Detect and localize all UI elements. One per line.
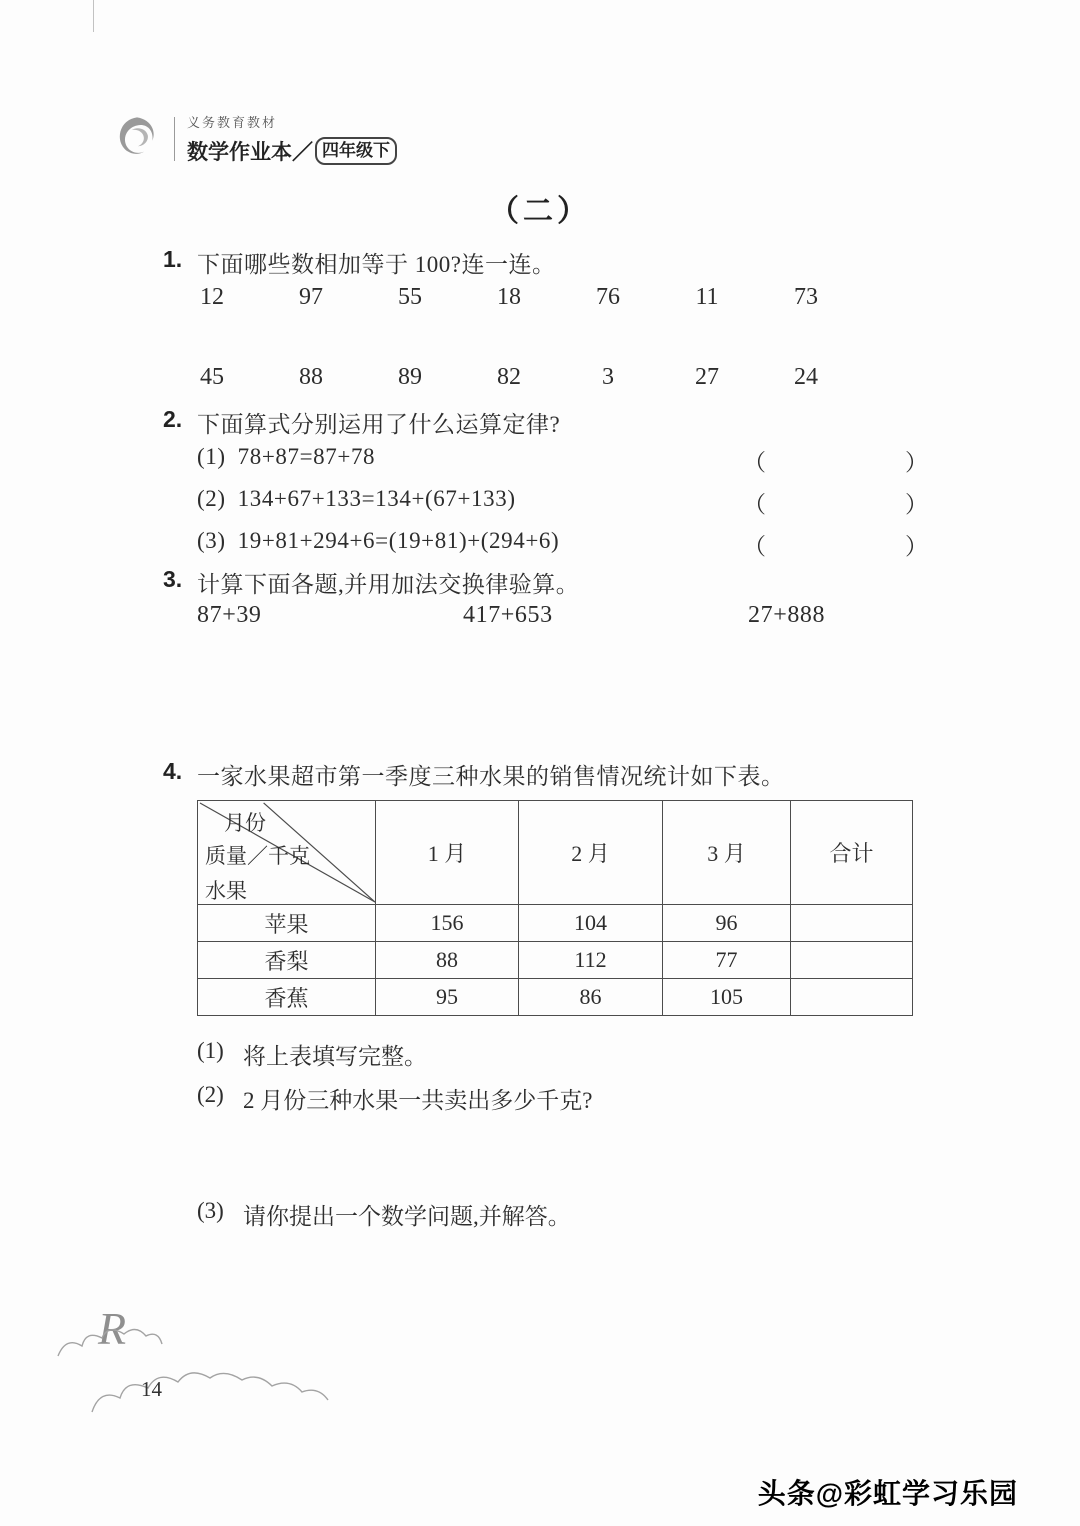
corner-label-month: 月份 xyxy=(224,811,266,835)
problem3-expressions xyxy=(197,602,917,634)
subquestion-number: (3) xyxy=(197,1198,224,1223)
book-header xyxy=(110,112,397,166)
match-number: 24 xyxy=(794,364,818,390)
problem3-heading xyxy=(163,566,579,599)
answer-bracket-close: ） xyxy=(905,450,929,475)
calc-expression: 27+888 xyxy=(748,602,826,628)
cell-value: 86 xyxy=(519,979,663,1016)
problem1-text: 下面哪些数相加等于 100?连一连。 xyxy=(197,252,556,277)
match-number: 82 xyxy=(497,364,521,390)
cell-value: 96 xyxy=(663,905,791,942)
phoenix-logo-icon xyxy=(110,112,164,166)
row-label: 苹果 xyxy=(198,905,376,942)
cell-value: 88 xyxy=(376,942,519,979)
column-header: 1 月 xyxy=(376,801,519,905)
item-number: (1) xyxy=(197,444,226,469)
equation: 78+87=87+78 xyxy=(237,444,376,469)
page-number: 14 xyxy=(141,1377,162,1401)
table-corner-cell xyxy=(198,801,376,905)
header-divider xyxy=(174,117,175,161)
match-number: 45 xyxy=(200,364,224,390)
equation: 19+81+294+6=(19+81)+(294+6) xyxy=(237,528,560,553)
answer-bracket-open: （ xyxy=(743,492,767,517)
answer-bracket-open: （ xyxy=(743,450,767,475)
item-number: (3) xyxy=(197,528,226,553)
subquestion-text: 将上表填写完整。 xyxy=(243,1044,427,1069)
book-title-line xyxy=(187,136,397,166)
cell-value-empty xyxy=(791,942,913,979)
sales-table xyxy=(197,800,913,1016)
page-title: （二） xyxy=(489,195,591,228)
table-row xyxy=(198,942,913,979)
cell-value-empty xyxy=(791,979,913,1016)
problem4-subquestion-3 xyxy=(197,1198,571,1231)
problem1-heading xyxy=(163,246,555,279)
answer-bracket-close: ） xyxy=(905,492,929,517)
match-number: 97 xyxy=(299,284,323,310)
answer-bracket-open: （ xyxy=(743,534,767,559)
scan-artifact-line xyxy=(93,0,94,32)
subquestion-number: (2) xyxy=(197,1082,224,1107)
subquestion-text: 2 月份三种水果一共卖出多少千克? xyxy=(243,1088,593,1113)
problem3-text: 计算下面各题,并用加法交换律验算。 xyxy=(197,572,580,597)
problem2-item-2 xyxy=(197,486,945,517)
subquestion-text: 请你提出一个数学问题,并解答。 xyxy=(243,1204,571,1229)
problem4-subquestion-1 xyxy=(197,1038,427,1071)
match-number: 76 xyxy=(596,284,620,310)
cell-value: 156 xyxy=(376,905,519,942)
problem2-item-1 xyxy=(197,444,945,475)
cell-value: 77 xyxy=(663,942,791,979)
cell-value: 112 xyxy=(519,942,663,979)
problem4-number: 4. xyxy=(163,758,183,784)
item-number: (2) xyxy=(197,486,226,511)
match-number: 88 xyxy=(299,364,323,390)
cell-value-empty xyxy=(791,905,913,942)
corner-label-fruit: 水果 xyxy=(205,879,247,903)
cell-value: 104 xyxy=(519,905,663,942)
book-title: 数学作业本／ xyxy=(187,141,313,164)
equation: 134+67+133=134+(67+133) xyxy=(237,486,516,511)
header-text-block xyxy=(187,112,397,166)
problem2-text: 下面算式分别运用了什么运算定律? xyxy=(197,412,561,437)
match-number: 73 xyxy=(794,284,818,310)
problem1-number: 1. xyxy=(163,246,183,272)
calc-expression: 417+653 xyxy=(463,602,553,628)
row-label: 香蕉 xyxy=(198,979,376,1016)
problem3-number: 3. xyxy=(163,566,183,592)
problem4-heading xyxy=(163,758,785,791)
subquestion-number: (1) xyxy=(197,1038,224,1063)
match-number: 11 xyxy=(695,284,719,310)
column-header: 合计 xyxy=(791,801,913,905)
table-row xyxy=(198,905,913,942)
cell-value: 105 xyxy=(663,979,791,1016)
calc-expression: 87+39 xyxy=(197,602,262,628)
sales-table-wrap xyxy=(197,800,913,1016)
match-number: 18 xyxy=(497,284,521,310)
table-header-row xyxy=(198,801,913,905)
problem4-subquestion-2 xyxy=(197,1082,592,1115)
cell-value: 95 xyxy=(376,979,519,1016)
column-header: 2 月 xyxy=(519,801,663,905)
answer-bracket-close: ） xyxy=(905,534,929,559)
watermark-text: 头条@彩虹学习乐园 xyxy=(757,1478,1018,1509)
problem2-item-3 xyxy=(197,528,945,559)
series-label: 义务教育教材 xyxy=(187,115,278,130)
match-number: 3 xyxy=(602,364,614,390)
problem1-number-row-1 xyxy=(197,284,821,311)
svg-text:R: R xyxy=(98,1303,127,1354)
table-row xyxy=(198,979,913,1016)
row-label: 香梨 xyxy=(198,942,376,979)
problem4-text: 一家水果超市第一季度三种水果的销售情况统计如下表。 xyxy=(197,764,785,789)
grade-badge: 四年级下 xyxy=(315,137,397,165)
problem2-heading xyxy=(163,406,560,439)
match-number: 27 xyxy=(695,364,719,390)
cloud-doodle xyxy=(40,1290,370,1440)
column-header: 3 月 xyxy=(663,801,791,905)
match-number: 89 xyxy=(398,364,422,390)
match-number: 12 xyxy=(200,284,224,310)
problem1-number-row-2 xyxy=(197,364,821,391)
corner-label-mass: 质量／千克 xyxy=(205,844,310,868)
match-number: 55 xyxy=(398,284,422,310)
problem2-number: 2. xyxy=(163,406,183,432)
